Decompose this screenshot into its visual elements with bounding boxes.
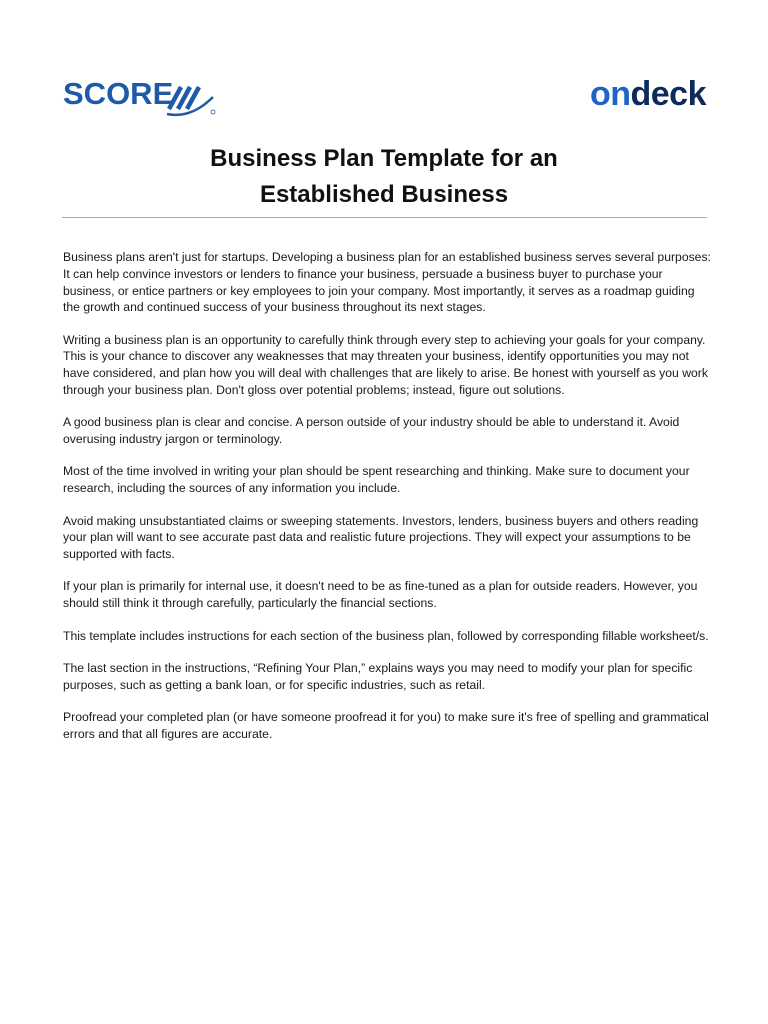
body-paragraph: A good business plan is clear and concise. A person outside of your industry should be able to understand it. Avoid overusing industry jargon or terminology. xyxy=(63,415,680,447)
body-paragraph: Avoid making unsubstantiated claims or sweeping statements. Investors, lenders, business buyers and others reading your plan will want to see accurate past data and realistic future projections. They will expect your assumptions to be supported with facts. xyxy=(63,513,699,562)
title-divider xyxy=(62,217,707,218)
document-title xyxy=(0,141,768,213)
body-paragraph: Proofread your completed plan (or have someone proofread it for you) to make sure it's free of spelling and grammatical errors and that all figures are accurate. xyxy=(63,709,709,741)
score-stripes-icon xyxy=(165,79,217,117)
ondeck-logo-on: on xyxy=(589,75,631,113)
body-paragraph: Writing a business plan is an opportunity to carefully think through every step to achieving your goals for your company. This is your chance to discover any weaknesses that may threaten your business, identify opportunities you may not have considered, and plan how you will deal with challenges that are likely to arise. Be honest with yourself as you work through your business plan. Don't gloss over potential problems; instead, figure out solutions. xyxy=(63,332,708,398)
document-body xyxy=(63,249,713,758)
ondeck-logo-deck: deck xyxy=(630,75,706,113)
body-paragraph: Business plans aren't just for startups. Developing a business plan for an established business serves several purposes: It can help convince investors or lenders to finance your business, persuade a business buyer to purchase your business, or entice partners or key employees to join your company. Most importantly, it serves as a roadmap guiding the growth and continued success of your business throughout its next stages. xyxy=(63,250,711,315)
score-logo-text: SCORE xyxy=(63,76,174,111)
document-title-line-2: Established Business xyxy=(259,181,509,208)
document-title-line-1: Business Plan Template for an xyxy=(210,145,558,172)
body-paragraph: If your plan is primarily for internal use, it doesn't need to be as fine-tuned as a plan for outside readers. However, you should still think it through carefully, particularly the financial sections. xyxy=(63,579,698,611)
page-header xyxy=(0,0,768,130)
body-paragraph: The last section in the instructions, “Refining Your Plan,” explains ways you may need to modify your plan for specific purposes, such as getting a bank loan, or for specific industries, such as retail. xyxy=(63,660,693,692)
body-paragraph: This template includes instructions for each section of the business plan, followed by corresponding fillable worksheet/s. xyxy=(63,628,709,643)
body-paragraph: Most of the time involved in writing your plan should be spent researching and thinking. Make sure to document your research, including the sources of any information you include. xyxy=(63,464,690,496)
score-logo xyxy=(63,76,215,118)
ondeck-logo xyxy=(590,74,706,114)
